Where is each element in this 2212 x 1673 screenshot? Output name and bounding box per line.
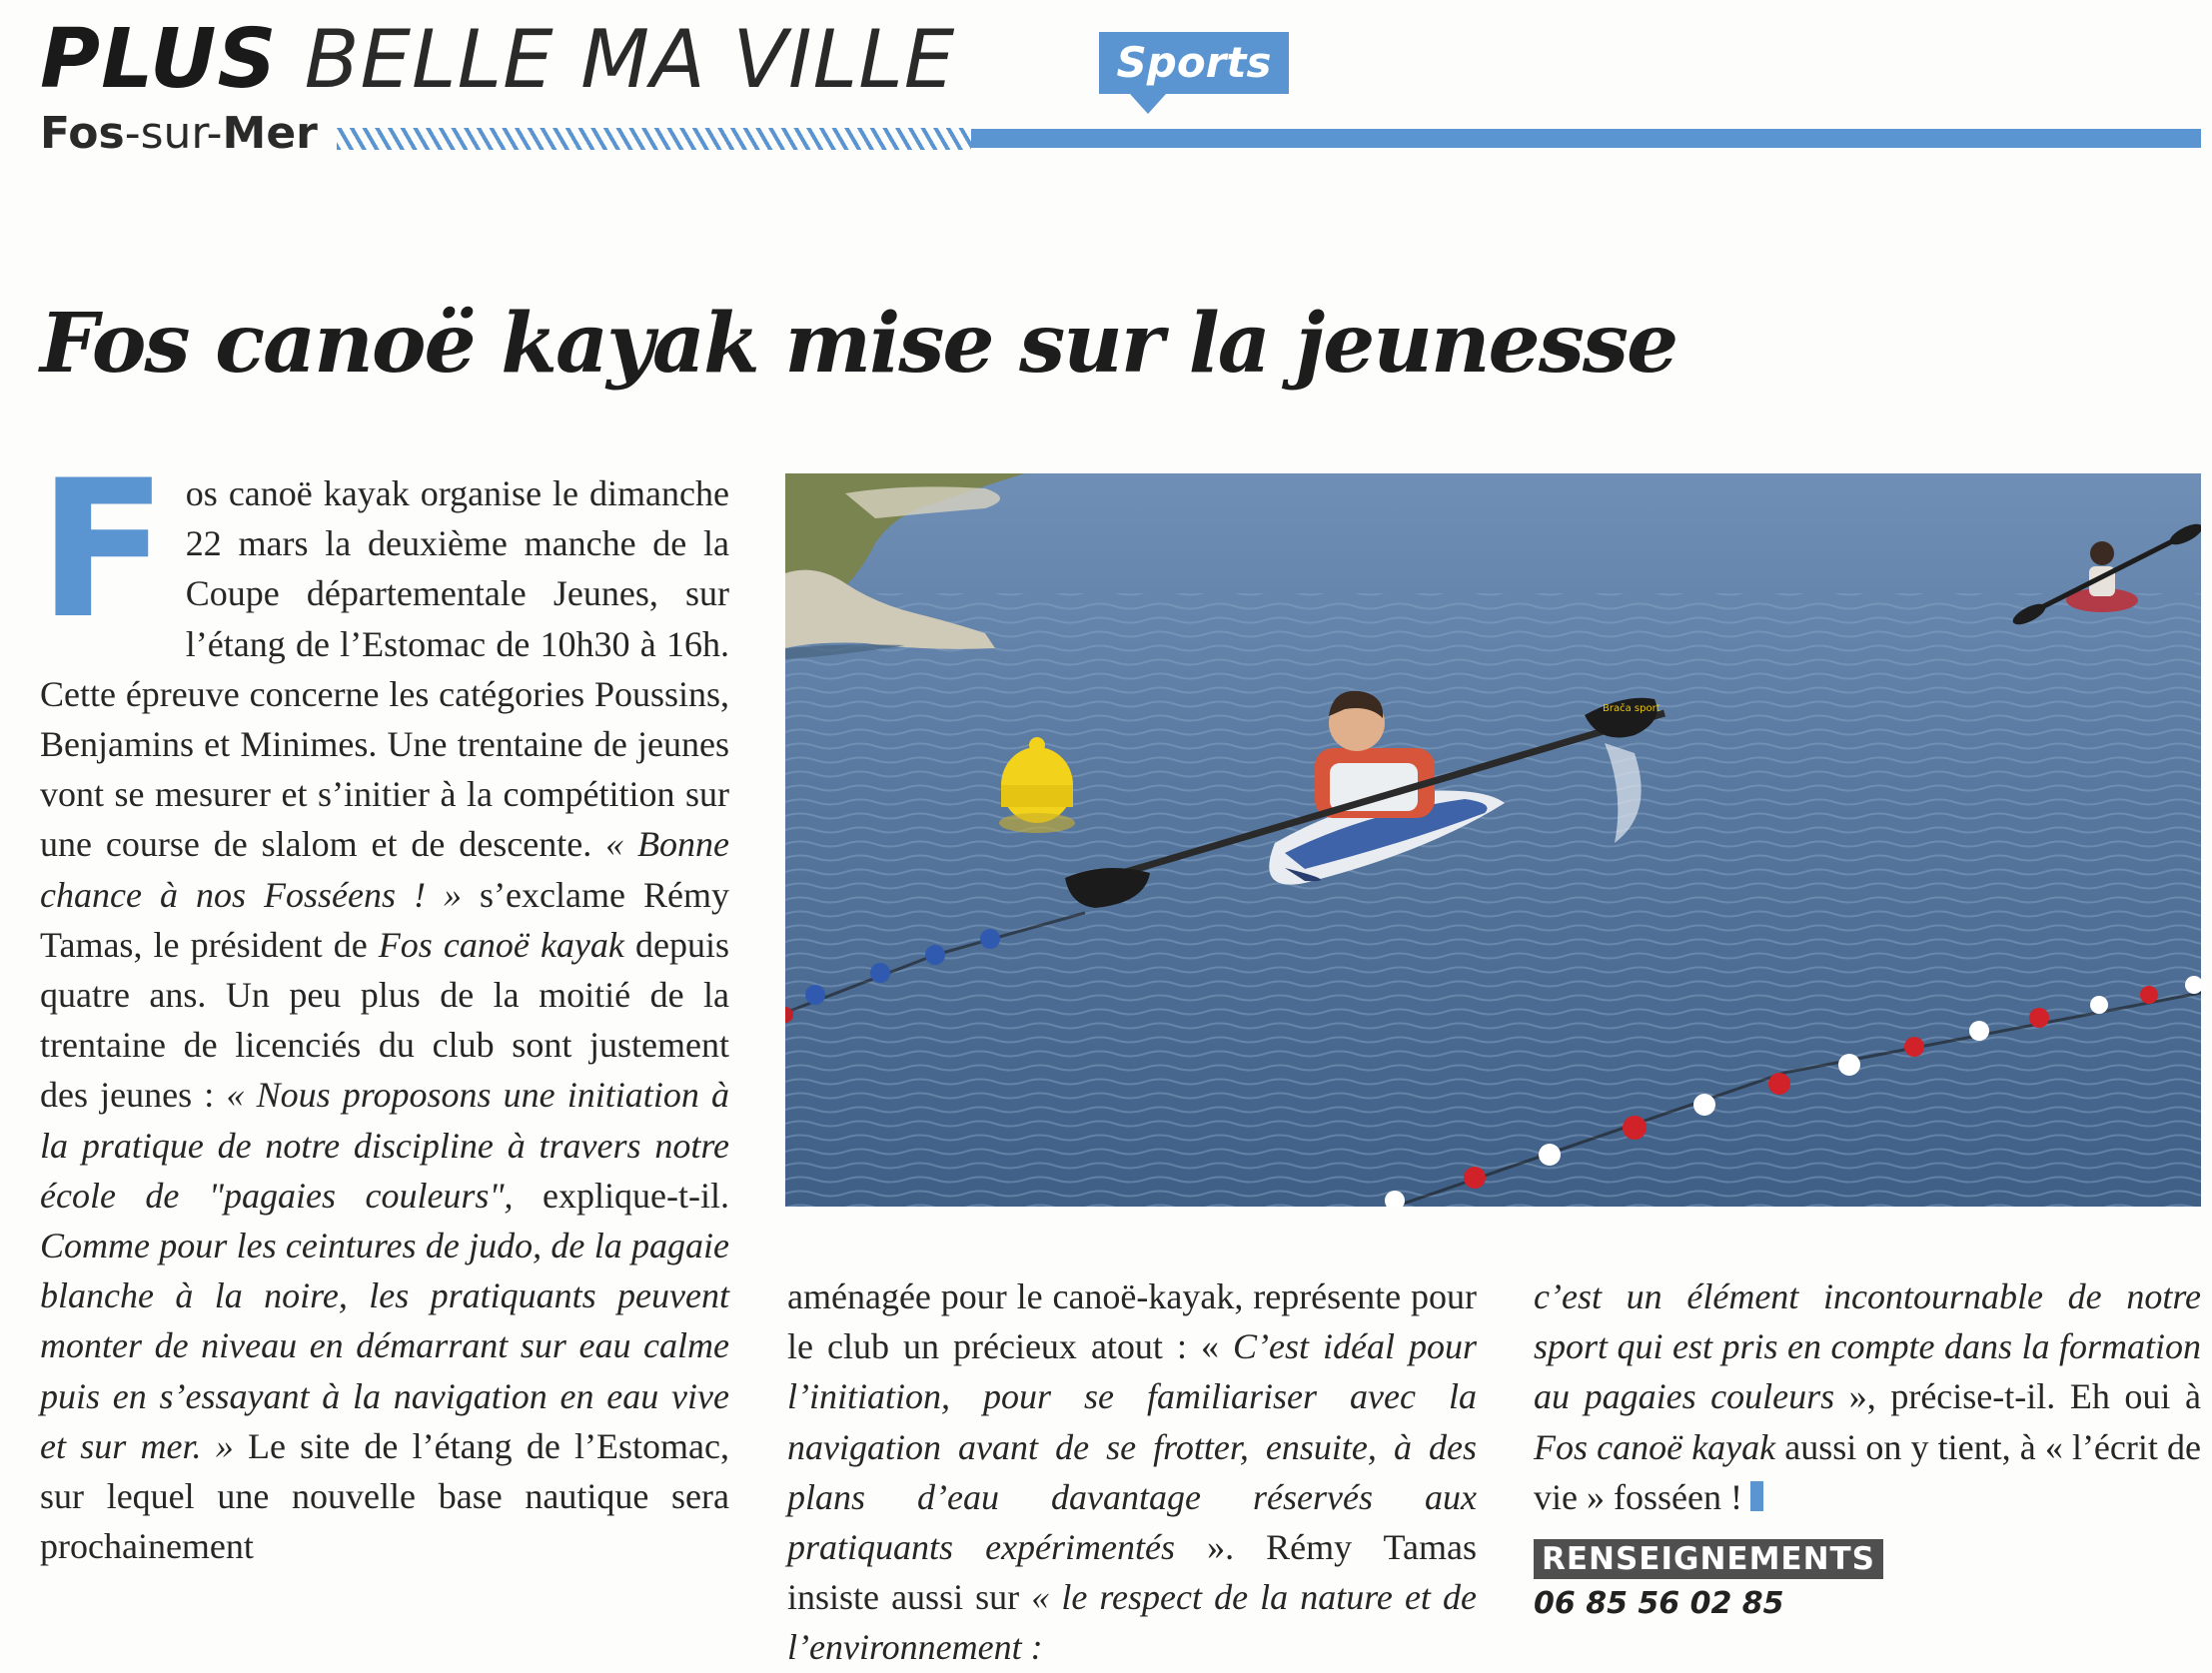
drop-cap: F xyxy=(38,439,168,660)
city-name xyxy=(40,106,318,162)
col1-text-2: s’exclame Rémy Tamas, le président de xyxy=(40,874,729,965)
title-light-part: BELLE MA VILLE xyxy=(304,13,956,106)
col1-quote-3: Comme pour les ceintures de judo, de la pagaie blanche à la noire, les pratiquants peuvent monter de niveau en démarrant sur eau calme puis en s’essayant à la navigation en eau vive et sur mer. » xyxy=(40,1226,729,1466)
end-of-article-mark xyxy=(1750,1481,1763,1511)
col1-quote-2: « Nous proposons une initiation à la pratique de notre discipline à travers notre école de "pagaies couleurs", xyxy=(40,1075,729,1216)
kayak-photo-illustration xyxy=(785,473,2201,1207)
col2-text-1: aménagée pour le canoë-kayak, représente pour le club un précieux atout : « xyxy=(787,1276,1477,1367)
info-label: RENSEIGNEMENTS xyxy=(1534,1539,1883,1579)
col2-quote-1: C’est idéal pour l’initiation, pour se familiariser avec la navigation avant de se frotter, ensuite, à des plans d’eau davantage réservés aux pratiquants expérimentés xyxy=(787,1326,1477,1568)
info-phone-number: 06 85 56 02 85 xyxy=(1534,1586,1784,1621)
article-column-1 xyxy=(38,439,730,1571)
col2-text-2: ». Rémy Tamas insiste aussi sur xyxy=(787,1527,1477,1618)
section-tag-pointer xyxy=(1130,94,1166,114)
col1-quote-1: « Bonne chance à nos Fosséens ! » xyxy=(40,824,729,915)
col3-text-1: », précise-t-il. Eh oui à xyxy=(1834,1376,2202,1417)
title-bold-part: PLUS xyxy=(40,12,278,107)
article-headline: Fos canoë kayak mise sur la jeunesse xyxy=(40,296,1677,392)
col2-quote-2: « le respect de la nature et de l’environnement : xyxy=(787,1577,1477,1668)
col1-text-3: depuis quatre ans. Un peu plus de la moitié de la trentaine de licenciés du club sont justement des jeunes : xyxy=(40,924,729,1116)
water-ripples xyxy=(785,593,2201,1207)
kayak-photo xyxy=(785,473,2201,1207)
col1-text-4: explique-t-il. xyxy=(513,1175,729,1216)
col1-text-1: os canoë kayak organise le dimanche 22 mars la deuxième manche de la Coupe départementale Jeunes, sur l’étang de l’Estomac de 10h30 à 16h. Cette épreuve concerne les catégories Poussins, Benjamins et Minimes. Une trentaine de jeunes vont se mesurer et s’initier à la compétition sur une course de slalom et de descente. xyxy=(40,473,729,865)
article-column-3 xyxy=(1534,1271,2201,1522)
magazine-section-title xyxy=(40,10,955,110)
col3-club-name: Fos canoë kayak xyxy=(1534,1426,1776,1467)
city-part-a: Fos xyxy=(40,108,125,159)
city-part-c: Mer xyxy=(222,108,318,159)
col1-club-name: Fos canoë kayak xyxy=(378,924,624,965)
col3-quote-1: c’est un élément incontournable de notre sport qui est pris en compte dans la formation au pagaies couleurs xyxy=(1534,1276,2201,1417)
col1-text-5: Le site de l’étang de l’Estomac, sur lequel une nouvelle base nautique sera prochainement xyxy=(40,1425,730,1567)
header-rule xyxy=(971,129,2201,148)
hatched-rule xyxy=(337,128,971,150)
section-tag-sports: Sports xyxy=(1099,32,1289,94)
city-part-b: -sur- xyxy=(124,108,223,159)
paddle-brand-label: Brača sport xyxy=(1603,703,1660,714)
col3-text-2: aussi on y tient, à « l’écrit de vie » fosséen ! xyxy=(1534,1426,2201,1517)
article-column-2 xyxy=(787,1271,1477,1673)
